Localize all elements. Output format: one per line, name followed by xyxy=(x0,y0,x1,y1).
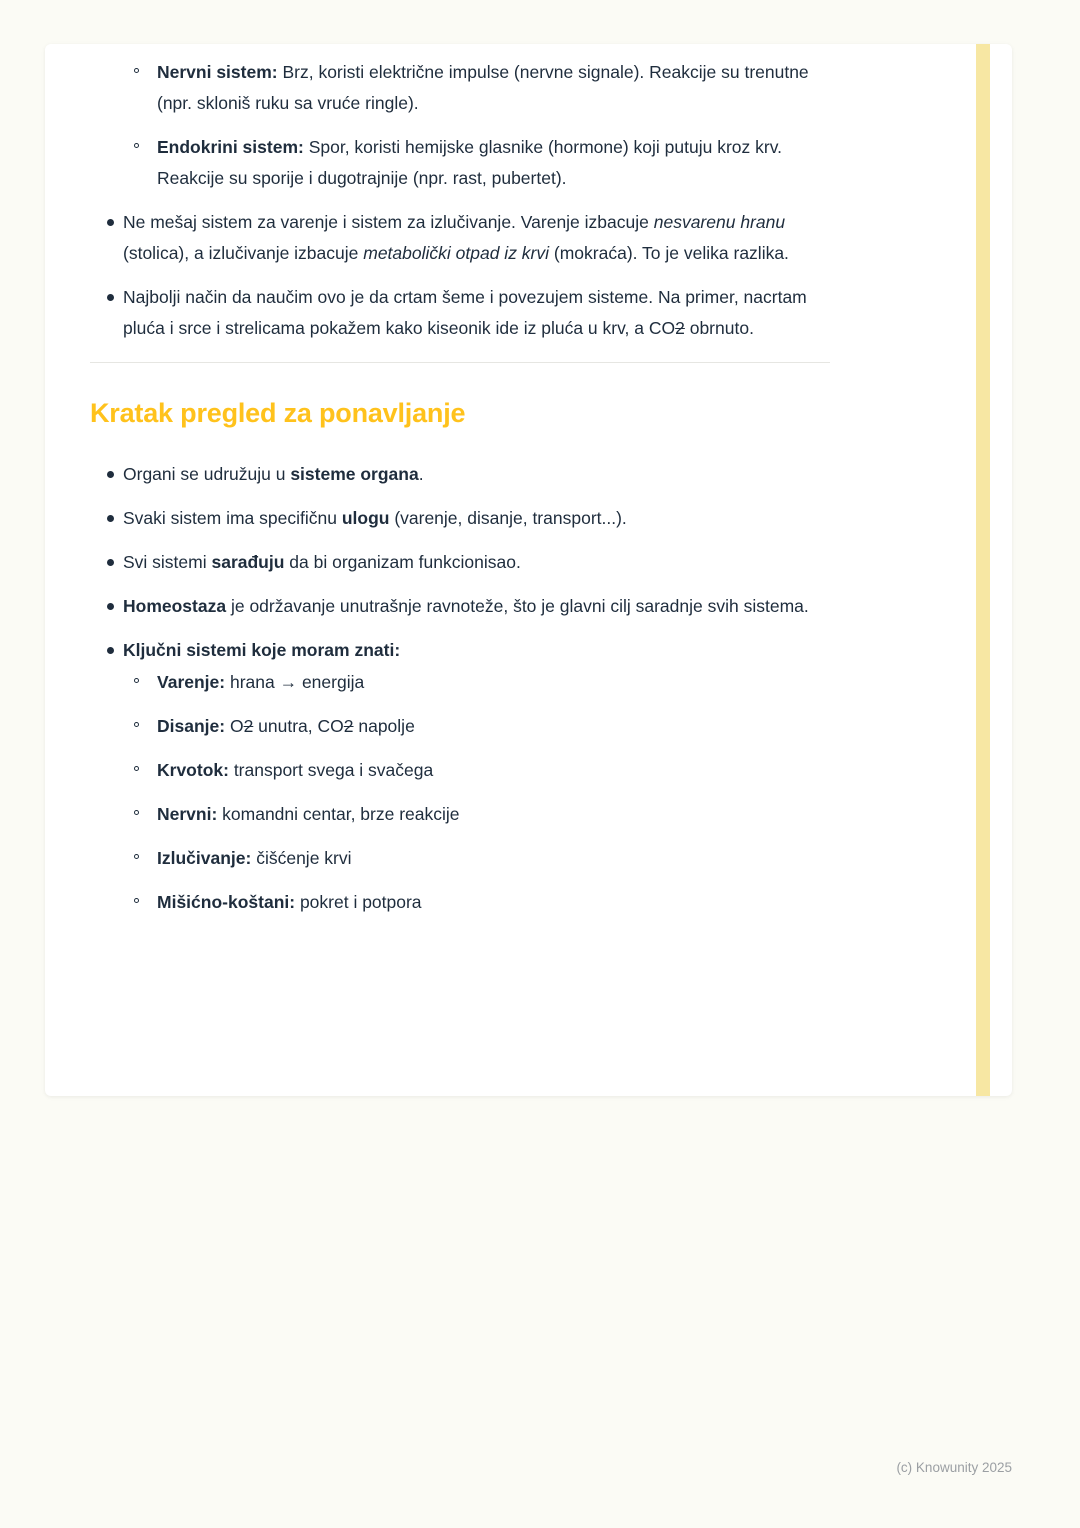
text-segment: sisteme organa xyxy=(290,464,419,484)
text-segment: čišćenje krvi xyxy=(251,848,352,868)
bullet-marker xyxy=(107,515,114,522)
list-item-text xyxy=(123,459,830,490)
list-item xyxy=(134,132,830,194)
accent-stripe xyxy=(976,44,990,1096)
text-segment: nesvarenu hranu xyxy=(653,212,786,232)
text-segment: Nervni: xyxy=(157,804,218,824)
text-segment: obrnuto. xyxy=(684,318,754,338)
circle-marker xyxy=(134,854,139,859)
text-segment: sarađuju xyxy=(211,552,285,572)
list-item-text xyxy=(157,711,830,742)
review-list xyxy=(105,459,830,918)
text-segment: Svaki sistem ima specifičnu xyxy=(123,508,342,528)
text-segment: (varenje, disanje, transport...). xyxy=(389,508,627,528)
text-segment: Mišićno-koštani: xyxy=(157,892,296,912)
list-item-text xyxy=(123,282,830,344)
text-segment: 2 xyxy=(343,716,354,736)
text-segment: Varenje: xyxy=(157,672,226,692)
text-segment: unutra, CO xyxy=(253,716,344,736)
list-item xyxy=(134,843,830,874)
note-card xyxy=(45,44,1012,1096)
list-item xyxy=(105,635,830,666)
sublist xyxy=(134,667,830,918)
text-segment: Najbolji način da naučim ovo je da crtam šeme i povezujem sisteme. Na primer, nacrtam pluća i srce i strelicama pokažem kako kiseonik ide iz pluća u krv, a CO xyxy=(123,287,807,338)
text-segment: Ključni sistemi koje moram znati: xyxy=(123,640,401,660)
text-segment: Svi sistemi xyxy=(123,552,212,572)
circle-marker xyxy=(134,810,139,815)
footer-credit: (c) Knowunity 2025 xyxy=(896,1460,1012,1475)
list-item xyxy=(134,799,830,830)
circle-marker xyxy=(134,143,139,148)
list-item xyxy=(134,887,830,918)
section-divider xyxy=(90,362,830,363)
text-segment: Nervni sistem: xyxy=(157,62,278,82)
list-item-text xyxy=(123,591,830,622)
list-item-text xyxy=(123,503,830,534)
text-segment: je održavanje unutrašnje ravnoteže, što je glavni cilj saradnje svih sistema. xyxy=(226,596,809,616)
intro-list xyxy=(105,207,830,344)
text-segment: ulogu xyxy=(341,508,390,528)
bullet-marker xyxy=(107,471,114,478)
text-segment: napolje xyxy=(353,716,415,736)
text-segment: Krvotok: xyxy=(157,760,229,780)
text-segment: (mokraća). To je velika razlika. xyxy=(549,243,789,263)
list-item xyxy=(105,503,830,534)
list-item-text xyxy=(123,635,830,666)
list-item xyxy=(134,667,830,698)
intro-sublist xyxy=(134,57,830,194)
section-heading: Kratak pregled za ponavljanje xyxy=(90,398,466,428)
list-item-text xyxy=(157,57,830,119)
list-item xyxy=(105,282,830,344)
list-item-text xyxy=(157,843,830,874)
bullet-marker xyxy=(107,219,114,226)
circle-marker xyxy=(134,766,139,771)
text-segment: 2 xyxy=(675,318,685,338)
text-segment: Endokrini sistem: xyxy=(157,137,304,157)
text-segment: transport svega i svačega xyxy=(228,760,434,780)
text-segment: metabolički otpad iz krvi xyxy=(363,243,550,263)
list-item xyxy=(105,207,830,269)
circle-marker xyxy=(134,722,139,727)
text-segment: Izlučivanje: xyxy=(157,848,252,868)
text-segment: da bi organizam funkcionisao. xyxy=(284,552,521,572)
list-item-text xyxy=(157,667,830,698)
text-segment: Brz, koristi električne impulse (nervne signale). Reakcije su trenutne (npr. skloniš ruku sa vruće ringle). xyxy=(157,62,809,113)
text-segment: Ne mešaj sistem za varenje i sistem za izlučivanje. Varenje izbacuje xyxy=(123,212,654,232)
text-segment: pokret i potpora xyxy=(295,892,422,912)
list-item-text xyxy=(157,132,830,194)
text-segment: Organi se udružuju u xyxy=(123,464,291,484)
text-segment: (stolica), a izlučivanje izbacuje xyxy=(123,243,364,263)
list-item-text xyxy=(123,207,830,269)
list-item xyxy=(134,57,830,119)
list-item-text xyxy=(157,887,830,918)
list-item-text xyxy=(123,547,830,578)
text-segment: Spor, koristi hemijske glasnike (hormone) koji putuju kroz krv. Reakcije su sporije i dugotrajnije (npr. rast, pubertet). xyxy=(157,137,783,188)
bullet-marker xyxy=(107,647,114,654)
text-segment: Homeostaza xyxy=(123,596,227,616)
list-item xyxy=(134,711,830,742)
note-content xyxy=(90,57,830,931)
list-item-text xyxy=(157,755,830,786)
text-segment: . xyxy=(418,464,424,484)
list-item xyxy=(105,547,830,578)
bullet-marker xyxy=(107,559,114,566)
text-segment: 2 xyxy=(243,716,254,736)
list-item xyxy=(134,755,830,786)
bullet-marker xyxy=(107,294,114,301)
text-segment: O xyxy=(225,716,244,736)
text-segment: komandni centar, brze reakcije xyxy=(217,804,460,824)
circle-marker xyxy=(134,678,139,683)
circle-marker xyxy=(134,68,139,73)
list-item-text xyxy=(157,799,830,830)
list-item xyxy=(105,459,830,490)
text-segment: hrana → energija xyxy=(225,672,365,692)
bullet-marker xyxy=(107,603,114,610)
text-segment: Disanje: xyxy=(157,716,226,736)
list-item xyxy=(105,591,830,622)
circle-marker xyxy=(134,898,139,903)
